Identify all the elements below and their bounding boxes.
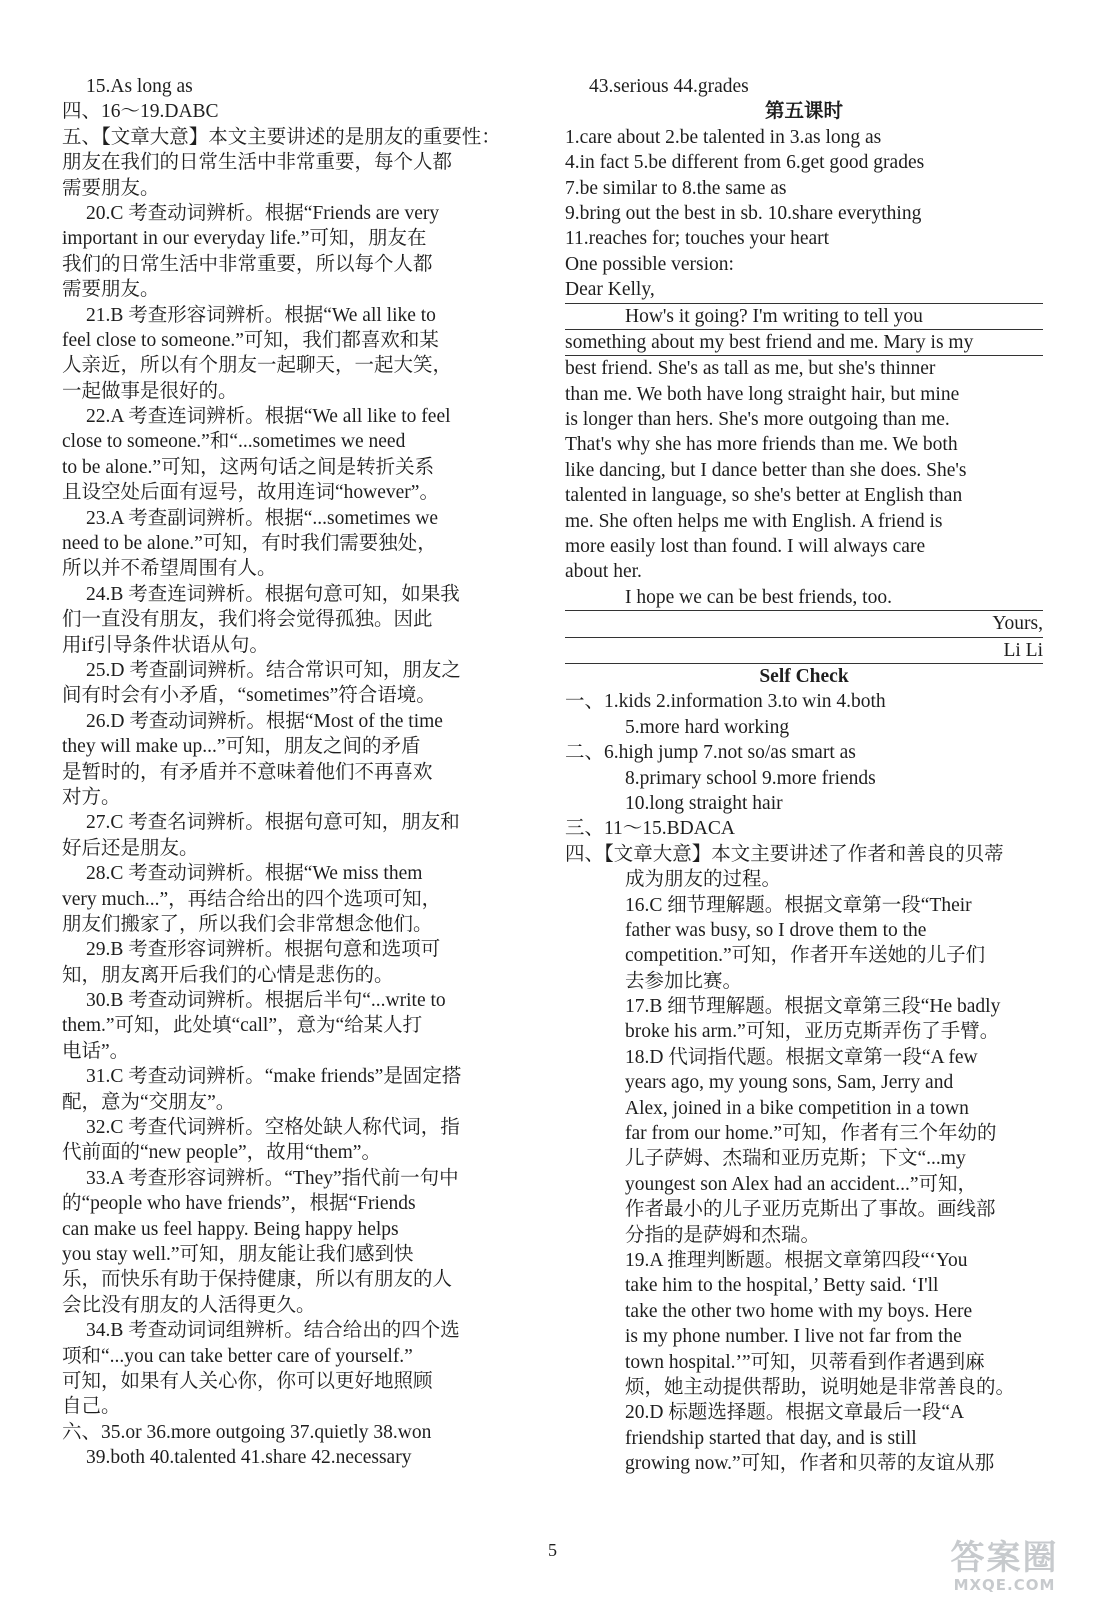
- text-line: Li Li: [565, 638, 1043, 664]
- text-line: 34.B 考查动词词组辨析。结合给出的四个选: [86, 1320, 460, 1342]
- text-line: 7.be similar to 8.the same as: [565, 177, 787, 199]
- watermark-site-text: MXQE.COM: [953, 1576, 1056, 1594]
- text-line: far from our home.”可知，作者有三个年幼的: [625, 1123, 997, 1145]
- text-line: 26.D 考查动词辨析。根据“Most of the time: [86, 710, 443, 732]
- text-line: 烦，她主动提供帮助，说明她是非常善良的。: [625, 1376, 1016, 1398]
- text-line: Alex, joined in a bike competition in a town: [625, 1097, 969, 1119]
- text-line: I hope we can be best friends, too.: [565, 585, 1043, 611]
- text-line: is my phone number. I live not far from the: [625, 1326, 962, 1348]
- text-line: 儿子萨姆、杰瑞和亚历克斯；下文“...my: [625, 1148, 966, 1170]
- text-line: best friend. She's as tall as me, but she's thinner: [565, 358, 936, 380]
- text-line: 用if引导条件状语从句。: [62, 634, 269, 656]
- text-line: 电话”。: [62, 1040, 130, 1062]
- left-column: [62, 74, 532, 1470]
- text-line: 9.bring out the best in sb. 10.share everything: [565, 202, 922, 224]
- text-line: 33.A 考查形容词辨析。“They”指代前一句中: [86, 1167, 459, 1189]
- text-line: 一、1.kids 2.information 3.to win 4.both: [565, 691, 886, 713]
- text-line: 四、【文章大意】本文主要讲述了作者和善良的贝蒂: [565, 843, 1004, 865]
- text-line: 且设空处后面有逗号，故用连词“however”。: [62, 482, 439, 504]
- text-line: 一起做事是很好的。: [62, 380, 238, 402]
- text-line: 成为朋友的过程。: [625, 869, 782, 891]
- text-line: Yours,: [565, 611, 1043, 637]
- text-line: about her.: [565, 561, 642, 583]
- text-line: 朋友们搬家了，所以我们会非常想念他们。: [62, 913, 433, 935]
- text-line: need to be alone.”可知，有时我们需要独处，: [62, 533, 437, 555]
- text-line: 43.serious 44.grades: [589, 76, 749, 97]
- text-line: 五、【文章大意】本文主要讲述的是朋友的重要性：: [62, 126, 501, 148]
- text-line: close to someone.”和“...sometimes we need: [62, 431, 406, 453]
- text-line: 需要朋友。: [62, 279, 160, 301]
- text-line: 我们的日常生活中非常重要，所以每个人都: [62, 253, 433, 275]
- text-line: years ago, my young sons, Sam, Jerry and: [625, 1072, 954, 1094]
- text-line: 4.in fact 5.be different from 6.get good grades: [565, 152, 925, 174]
- text-line: 20.C 考查动词辨析。根据“Friends are very: [86, 202, 440, 224]
- text-line: 28.C 考查动词辨析。根据“We miss them: [86, 863, 423, 885]
- text-line: something about my best friend and me. Mary is my: [565, 330, 1043, 356]
- text-line: That's why she has more friends than me. We both: [565, 434, 958, 456]
- text-line: 自己。: [62, 1396, 121, 1418]
- text-line: 30.B 考查动词辨析。根据后半句“...write to: [86, 990, 446, 1012]
- text-line: 22.A 考查连词辨析。根据“We all like to feel: [86, 406, 451, 428]
- text-line: 好后还是朋友。: [62, 837, 199, 859]
- text-line: they will make up...”可知，朋友之间的矛盾: [62, 736, 421, 758]
- text-line: you stay well.”可知，朋友能让我们感到快: [62, 1243, 414, 1265]
- text-line: 21.B 考查形容词辨析。根据“We all like to: [86, 304, 436, 326]
- text-line: 作者最小的儿子亚历克斯出了事故。画线部: [625, 1199, 996, 1221]
- text-line: take the other two home with my boys. Here: [625, 1300, 973, 1322]
- text-line: 16.C 细节理解题。根据文章第一段“Their: [625, 894, 972, 916]
- text-line: 1.care about 2.be talented in 3.as long as: [565, 126, 882, 148]
- text-line: 二、6.high jump 7.not so/as smart as: [565, 742, 856, 764]
- text-line: 10.long straight hair: [625, 792, 783, 814]
- text-line: 知，朋友离开后我们的心情是悲伤的。: [62, 964, 394, 986]
- text-line: can make us feel happy. Being happy helps: [62, 1218, 399, 1240]
- text-line: 人亲近，所以有个朋友一起聊天，一起大笑，: [62, 355, 453, 377]
- text-line: more easily lost than found. I will always care: [565, 536, 926, 558]
- text-line: growing now.”可知，作者和贝蒂的友谊从那: [625, 1453, 995, 1475]
- text-line: 17.B 细节理解题。根据文章第三段“He badly: [625, 996, 1001, 1018]
- text-line: 29.B 考查形容词辨析。根据句意和选项可: [86, 939, 441, 961]
- text-line: 四、16～19.DABC: [62, 101, 219, 123]
- text-line: 18.D 代词指代题。根据文章第一段“A few: [625, 1046, 978, 1068]
- text-line: Dear Kelly,: [565, 277, 1043, 303]
- text-line: take him to the hospital,’ Betty said. ‘I'll: [625, 1275, 939, 1297]
- text-line: 间有时会有小矛盾，“sometimes”符合语境。: [62, 685, 436, 707]
- text-line: 15.As long as: [86, 76, 193, 97]
- watermark-logo: [922, 1540, 1087, 1598]
- text-line: One possible version:: [565, 253, 734, 275]
- text-line: important in our everyday life.”可知，朋友在: [62, 228, 427, 250]
- text-line: father was busy, so I drove them to the: [625, 919, 927, 941]
- text-line: competition.”可知，作者开车送她的儿子们: [625, 945, 986, 967]
- text-line: 是暂时的，有矛盾并不意味着他们不再喜欢: [62, 761, 433, 783]
- text-line: feel close to someone.”可知，我们都喜欢和某: [62, 329, 439, 351]
- page-number: 5: [548, 1540, 557, 1560]
- text-line: 23.A 考查副词辨析。根据“...sometimes we: [86, 507, 439, 529]
- text-line: is longer than hers. She's more outgoing than me.: [565, 409, 950, 431]
- text-line: 去参加比赛。: [625, 970, 743, 992]
- text-line: Self Check: [759, 665, 849, 687]
- text-line: 的“people who have friends”，根据“Friends: [62, 1193, 416, 1215]
- text-line: than me. We both have long straight hair, but mine: [565, 383, 960, 405]
- text-line: 第五课时: [764, 101, 843, 123]
- text-line: talented in language, so she's better at English than: [565, 485, 963, 507]
- text-line: 配，意为“交朋友”。: [62, 1091, 236, 1113]
- text-line: 代前面的“new people”，故用“them”。: [62, 1142, 381, 1164]
- text-line: 31.C 考查动词辨析。“make friends”是固定搭: [86, 1066, 462, 1088]
- text-line: 11.reaches for; touches your heart: [565, 228, 830, 250]
- text-line: them.”可知，此处填“call”，意为“给某人打: [62, 1015, 423, 1037]
- text-line: town hospital.’”可知，贝蒂看到作者遇到麻: [625, 1351, 985, 1373]
- text-line: 27.C 考查名词辨析。根据句意可知，朋友和: [86, 812, 460, 834]
- text-line: like dancing, but I dance better than she does. She's: [565, 459, 967, 481]
- text-line: 5.more hard working: [625, 716, 790, 738]
- watermark-logo-text: 答案圈: [950, 1538, 1059, 1578]
- text-line: 24.B 考查连词辨析。根据句意可知，如果我: [86, 583, 460, 605]
- text-line: 需要朋友。: [62, 177, 160, 199]
- text-line: broke his arm.”可知，亚历克斯弄伤了手臂。: [625, 1021, 1000, 1043]
- text-line: 8.primary school 9.more friends: [625, 767, 876, 789]
- text-line: me. She often helps me with English. A friend is: [565, 510, 943, 532]
- text-line: 们一直没有朋友，我们将会觉得孤独。因此: [62, 609, 433, 631]
- text-line: 25.D 考查副词辨析。结合常识可知，朋友之: [86, 659, 461, 681]
- text-line: 朋友在我们的日常生活中非常重要，每个人都: [62, 152, 453, 174]
- text-line: How's it going? I'm writing to tell you: [565, 304, 1043, 330]
- text-line: 会比没有朋友的人活得更久。: [62, 1294, 316, 1316]
- text-line: friendship started that day, and is still: [625, 1427, 917, 1449]
- text-line: 所以并不希望周围有人。: [62, 558, 277, 580]
- text-line: 乐，而快乐有助于保持健康，所以有朋友的人: [62, 1269, 453, 1291]
- text-line: 20.D 标题选择题。根据文章最后一段“A: [625, 1402, 965, 1424]
- text-line: 对方。: [62, 786, 121, 808]
- text-line: to be alone.”可知，这两句话之间是转折关系: [62, 456, 435, 478]
- text-line: 六、35.or 36.more outgoing 37.quietly 38.won: [62, 1421, 432, 1443]
- text-line: 39.both 40.talented 41.share 42.necessary: [86, 1447, 412, 1469]
- text-line: 三、11～15.BDACA: [565, 818, 735, 840]
- text-line: very much...”，再结合给出的四个选项可知，: [62, 888, 442, 910]
- text-line: 可知，如果有人关心你，你可以更好地照顾: [62, 1370, 433, 1392]
- text-line: 19.A 推理判断题。根据文章第四段“‘You: [625, 1249, 968, 1271]
- right-column: [565, 74, 1043, 1476]
- text-line: 32.C 考查代词辨析。空格处缺人称代词，指: [86, 1117, 460, 1139]
- text-line: youngest son Alex had an accident...”可知，: [625, 1173, 977, 1195]
- text-line: 项和“...you can take better care of yourself.”: [62, 1345, 413, 1367]
- text-line: 分指的是萨姆和杰瑞。: [625, 1224, 821, 1246]
